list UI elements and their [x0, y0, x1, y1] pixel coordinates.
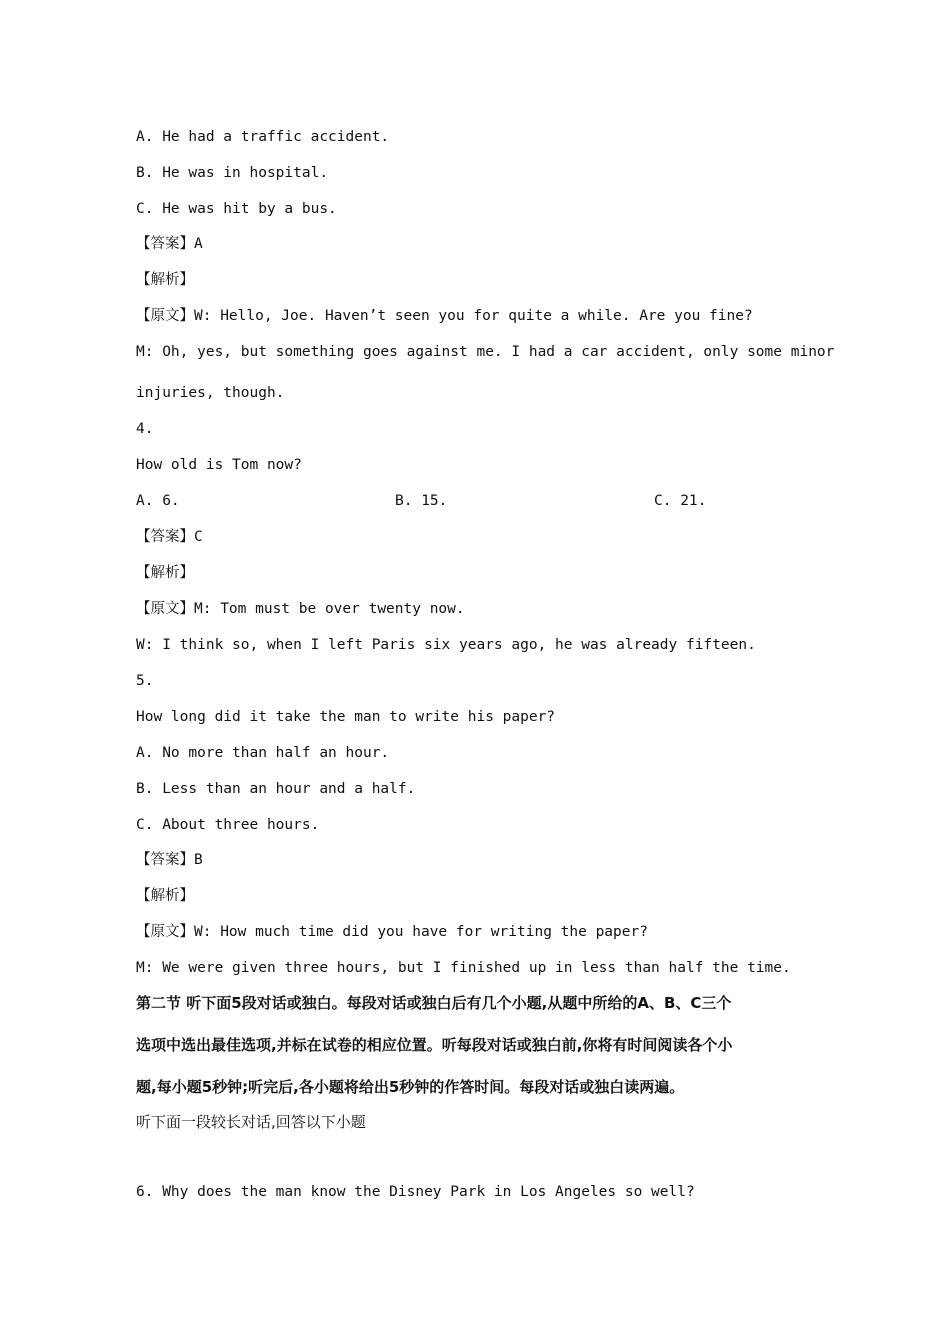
q6-question: 6. Why does the man know the Disney Park in Los Angeles so well?: [136, 1184, 695, 1200]
q4-question: How old is Tom now?: [136, 457, 302, 473]
q5-option-c: C. About three hours.: [136, 817, 320, 833]
q3-transcript-line-1: 【原文】W: Hello, Joe. Haven’t seen you for quite a while. Are you fine?: [136, 308, 753, 324]
q4-option-b: B. 15.: [395, 493, 448, 509]
q4-option-a: A. 6.: [136, 493, 180, 509]
q4-transcript-line-2: W: I think so, when I left Paris six years ago, he was already fifteen.: [136, 637, 756, 653]
q3-option-c: C. He was hit by a bus.: [136, 201, 337, 217]
q4-answer: 【答案】C: [136, 529, 203, 545]
q5-answer: 【答案】B: [136, 852, 203, 868]
q5-option-a: A. No more than half an hour.: [136, 745, 390, 761]
q3-transcript-line-2: M: Oh, yes, but something goes against me. I had a car accident, only some minor: [136, 344, 835, 360]
q5-number: 5.: [136, 673, 154, 689]
q4-option-c: C. 21.: [654, 493, 707, 509]
q3-answer: 【答案】A: [136, 236, 203, 252]
q3-option-a: A. He had a traffic accident.: [136, 129, 390, 145]
section-instructions-line-1: 第二节 听下面5段对话或独白。每段对话或独白后有几个小题,从题中所给的A、B、C三个: [136, 994, 732, 1012]
q4-number: 4.: [136, 421, 154, 437]
q3-option-b: B. He was in hospital.: [136, 165, 329, 181]
q3-analysis-label: 【解析】: [136, 272, 194, 288]
section-instructions-line-3: 题,每小题5秒钟;听完后,各小题将给出5秒钟的作答时间。每段对话或独白读两遍。: [136, 1078, 685, 1096]
q4-transcript-line-1: 【原文】M: Tom must be over twenty now.: [136, 601, 465, 617]
q5-question: How long did it take the man to write his paper?: [136, 709, 556, 725]
q5-transcript-line-2: M: We were given three hours, but I finished up in less than half the time.: [136, 960, 791, 976]
q5-transcript-line-1: 【原文】W: How much time did you have for writing the paper?: [136, 924, 648, 940]
q3-transcript-line-3: injuries, though.: [136, 385, 285, 401]
q5-option-b: B. Less than an hour and a half.: [136, 781, 416, 797]
section-instructions-line-2: 选项中选出最佳选项,并标在试卷的相应位置。听每段对话或独白前,你将有时间阅读各个小: [136, 1036, 733, 1054]
q4-analysis-label: 【解析】: [136, 565, 194, 581]
dialogue-intro: 听下面一段较长对话,回答以下小题: [136, 1113, 366, 1131]
q5-analysis-label: 【解析】: [136, 888, 194, 904]
